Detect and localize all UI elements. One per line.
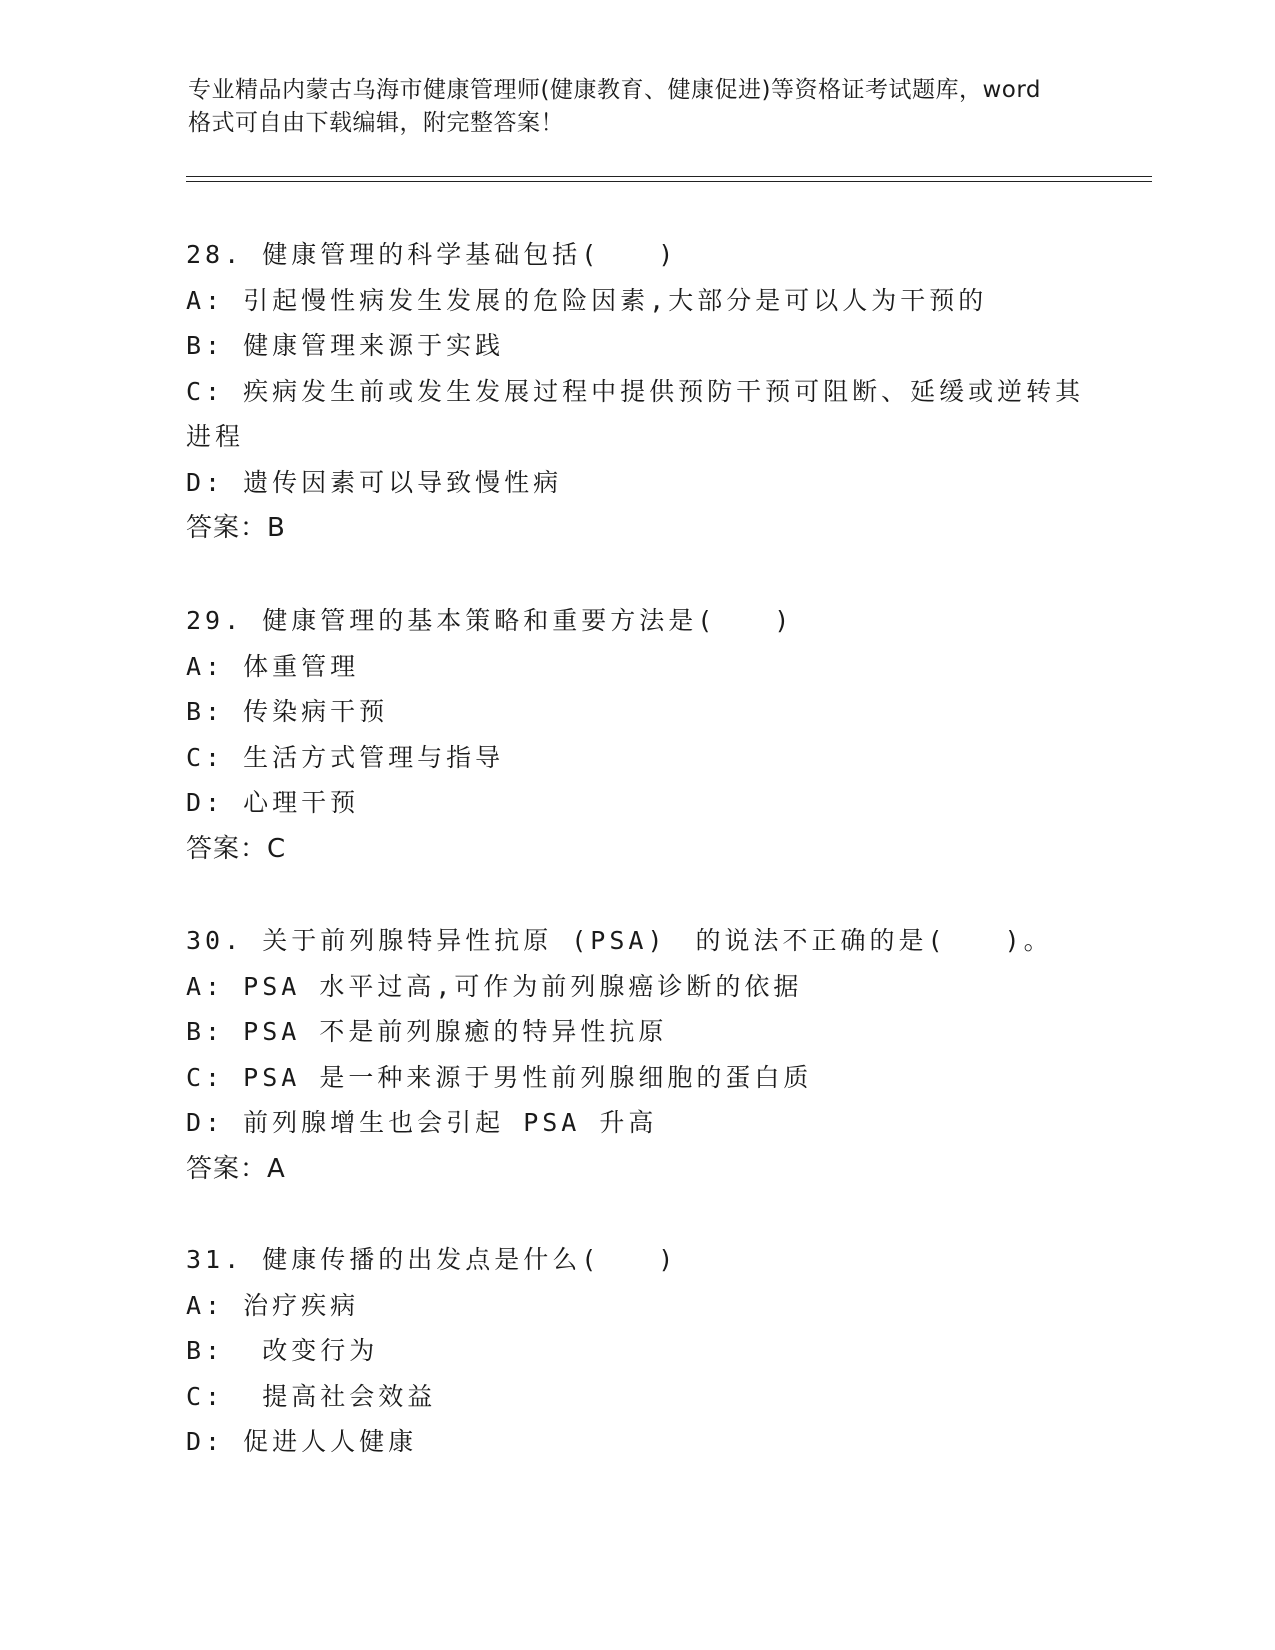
- question-stem: 31. 健康传播的出发点是什么( ): [186, 1245, 678, 1274]
- option-d: D: 前列腺增生也会引起 PSA 升高: [186, 1108, 658, 1137]
- header-divider-bottom: [186, 181, 1152, 182]
- option-a: A: 引起慢性病发生发展的危险因素,大部分是可以人为干预的: [186, 285, 988, 315]
- header-line-1: 专业精品内蒙古乌海市健康管理师(健康教育、健康促进)等资格证考试题库，word: [188, 77, 1041, 103]
- option-c: C: 生活方式管理与指导: [186, 742, 505, 772]
- question-30: [186, 918, 1086, 1192]
- answer: 答案：B: [186, 513, 286, 543]
- option-b: B: 改变行为: [186, 1336, 379, 1365]
- question-stem: 28. 健康管理的科学基础包括( ): [186, 240, 678, 269]
- option-d: D: 遗传因素可以导致慢性病: [186, 467, 563, 497]
- answer: 答案：C: [186, 833, 287, 864]
- option-b: B: 健康管理来源于实践: [186, 331, 505, 360]
- option-c: C: 提高社会效益: [186, 1381, 437, 1411]
- option-a: A: 体重管理: [186, 651, 360, 681]
- option-d: D: 心理干预: [186, 788, 360, 817]
- option-a: A: PSA 水平过高,可作为前列腺癌诊断的依据: [186, 971, 803, 1001]
- header-line-2: 格式可自由下载编辑，附完整答案！: [188, 110, 564, 136]
- question-stem: 30. 关于前列腺特异性抗原 (PSA) 的说法不正确的是( )。: [186, 926, 1053, 955]
- option-c: C: PSA 是一种来源于男性前列腺细胞的蛋白质: [186, 1062, 813, 1092]
- option-a: A: 治疗疾病: [186, 1290, 360, 1320]
- document-header: [188, 74, 1088, 140]
- question-28: [186, 232, 1086, 551]
- question-stem: 29. 健康管理的基本策略和重要方法是( ): [186, 606, 794, 635]
- option-b: B: PSA 不是前列腺癒的特异性抗原: [186, 1017, 668, 1046]
- option-c: C: 疾病发生前或发生发展过程中提供预防干预可阻断、延缓或逆转其进程: [186, 376, 1085, 451]
- header-divider-top: [186, 176, 1152, 177]
- question-31: [186, 1237, 1086, 1465]
- question-29: [186, 598, 1086, 872]
- option-b: B: 传染病干预: [186, 697, 389, 726]
- answer: 答案：A: [186, 1153, 286, 1184]
- option-d: D: 促进人人健康: [186, 1427, 418, 1456]
